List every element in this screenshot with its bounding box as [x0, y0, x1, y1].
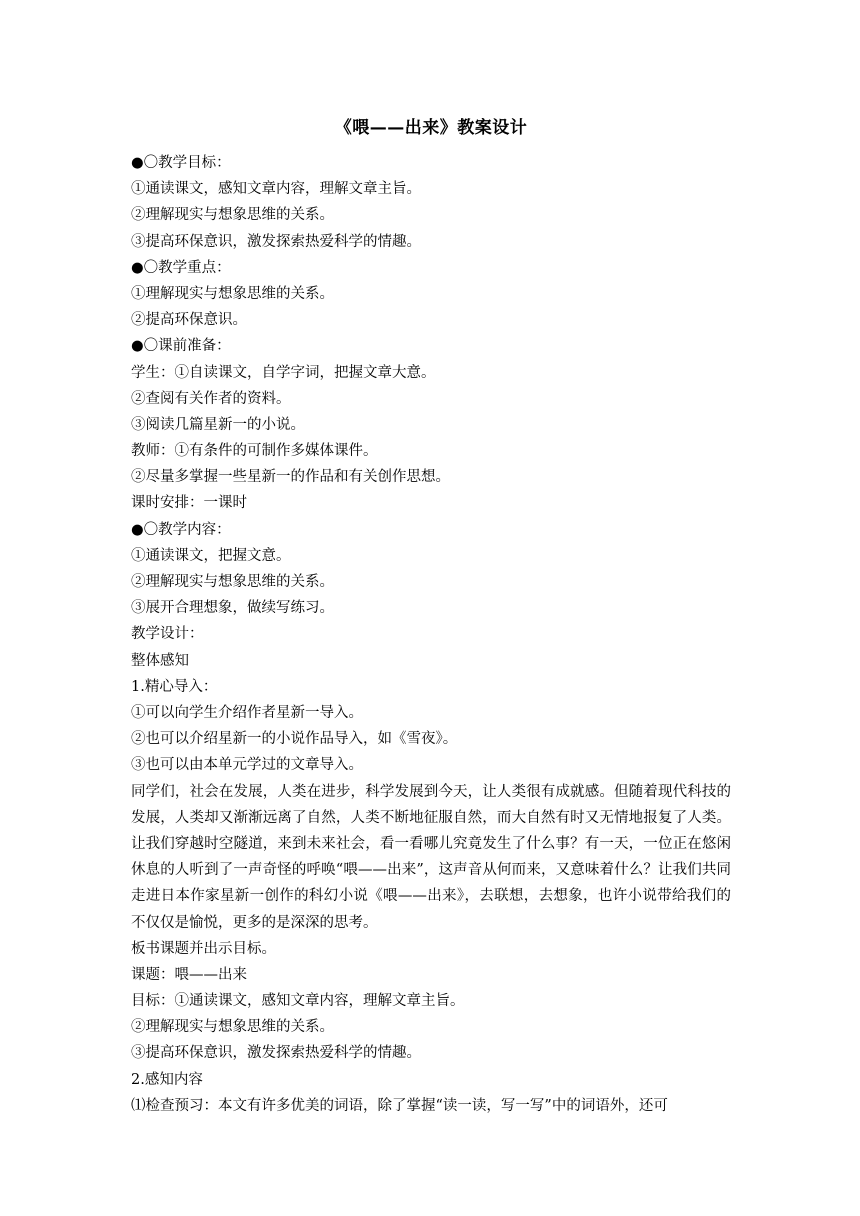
lesson-topic: 课题：喂——出来 — [131, 966, 247, 983]
list-item: ③提高环保意识，激发探索热爱科学的情趣。 — [131, 1045, 421, 1062]
list-item: ③阅读几篇星新一的小说。 — [131, 416, 305, 433]
section-overall-perception: 整体感知 — [131, 652, 189, 669]
list-item: ②理解现实与想象思维的关系。 — [131, 207, 334, 224]
board-title-note: 板书课题并出示目标。 — [131, 940, 276, 957]
list-item: ③提高环保意识，激发探索热爱科学的情趣。 — [131, 233, 421, 250]
list-item: ②查阅有关作者的资料。 — [131, 390, 291, 407]
list-item: ③展开合理想象，做续写练习。 — [131, 600, 334, 617]
lesson-goals: 目标：①通读课文，感知文章内容，理解文章主旨。 — [131, 993, 465, 1010]
list-item: ①理解现实与想象思维的关系。 — [131, 285, 334, 302]
list-item: ②也可以介绍星新一的小说作品导入，如《雪夜》。 — [131, 731, 458, 748]
list-item: 教师：①有条件的可制作多媒体课件。 — [131, 443, 378, 460]
list-item: ②尽量多掌握一些星新一的作品和有关创作思想。 — [131, 469, 450, 486]
list-item: ①通读课文，感知文章内容，理解文章主旨。 — [131, 181, 421, 198]
list-item: ①通读课文，把握文意。 — [131, 547, 291, 564]
list-item: ②理解现实与想象思维的关系。 — [131, 1019, 334, 1036]
intro-paragraph: 同学们，社会在发展，人类在进步，科学发展到今天，让人类很有成就感。但随着现代科技的发展，人类却又渐渐远离了自然，人类不断地征服自然，而大自然有时又无情地报复了人类。让我们穿越时空隧道，来到未来社会，看一看哪儿究竟发生了什么事？有一天，一位正在悠闲休息的人听到了一声奇怪的呼唤“喂——出来”，这声音从何而来，又意味着什么？让我们共同走进日本作家星新一创作的科幻小说《喂——出来》，去联想，去想象，也许小说带给我们的不仅仅是愉悦，更多的是深深的思考。 — [131, 783, 731, 931]
class-schedule: 课时安排：一课时 — [131, 495, 247, 512]
list-item: ①可以向学生介绍作者星新一导入。 — [131, 704, 363, 721]
preview-check: ⑴检查预习：本文有许多优美的词语，除了掌握“读一读，写一写”中的词语外，还可 — [131, 1097, 668, 1114]
step-perceive-content: 2.感知内容 — [131, 1071, 203, 1088]
heading-teaching-content: ●〇教学内容： — [131, 521, 231, 538]
heading-teaching-focus: ●〇教学重点： — [131, 259, 231, 276]
heading-teaching-goals: ●〇教学目标： — [131, 155, 231, 171]
heading-teaching-design: 教学设计： — [131, 626, 204, 643]
document-page — [131, 116, 731, 1119]
heading-preparation: ●〇课前准备： — [131, 338, 231, 355]
document-title: 《喂——出来》教案设计 — [334, 118, 528, 138]
step-introduction: 1.精心导入： — [131, 678, 218, 695]
list-item: 学生：①自读课文，自学字词，把握文章大意。 — [131, 364, 436, 381]
list-item: ②理解现实与想象思维的关系。 — [131, 574, 334, 590]
list-item: ③也可以由本单元学过的文章导入。 — [131, 757, 363, 774]
list-item: ②提高环保意识。 — [131, 312, 247, 329]
